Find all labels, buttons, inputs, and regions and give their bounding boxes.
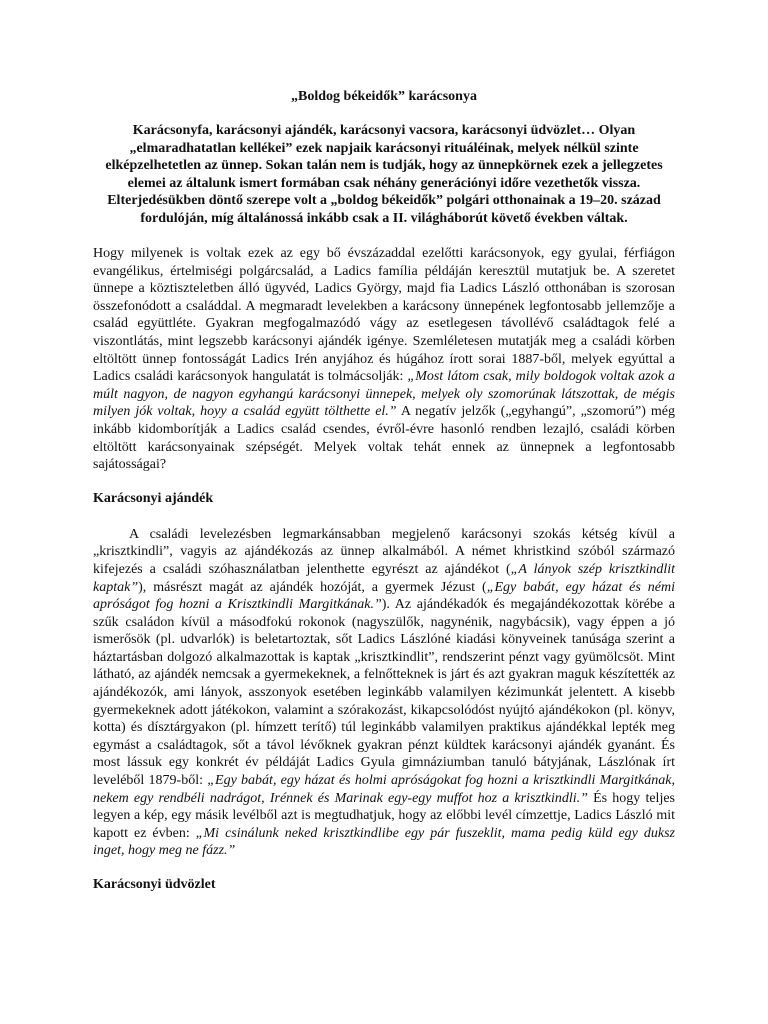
- ajandek-text-2: ), másrészt magát az ajándék hozóját, a gyermek Jézust (: [138, 579, 487, 595]
- ajandek-paragraph: [93, 526, 675, 860]
- ajandek-text-3: ). Az ajándékadók és megajándékozottak körébe a szűk családon kívül a másodfokú rokonok (nagyszülők, nagynénik, nagybácsik), vagy éppen a jó ismerősök (pl. udvarlók) is beletartoztak, sőt Ladics Lászlóné kiadási könyveinek tanúsága szerint a háztartásban dolgozó alkalmazottak is kaptak „krisztkindlit”, rendszerint pénzt vagy gyümölcsöt. Mint látható, az ajándék nemcsak a gyermekeknek, a felnőtteknek is járt és azt gyakran maguk készítették az ajándékozók, ami lányok, asszonyok esetében leginkább valamilyen kézimunkát jelentett. A kisebb gyermekeknek adott játékokon, valamint a szórakozást, kikapcsolódóst nyújtó ajándékokon (pl. könyv, kotta) és dísztárgyakon (pl. hímzett terítő) túl leginkább valamilyen praktikus ajándékkal lepték meg egymást a családtagok, sőt a távol lévőknek gyakran pénzt küldtek karácsonyi ajándék gyanánt. És most lássuk egy konkrét év példáját Ladics Gyula gimnáziumban tanuló bátyjának, Lászlónak írt leveléből 1879-ből:: [93, 597, 675, 789]
- ajandek-text-1: A családi levelezésben legmarkánsabban megjelenő karácsonyi szokás kétség kívül a „krisztkindli”, vagyis az ajándékozás az ünnep alkalmából. A német khristkind szóból származó kifejezés a családi szóhasználatban jelenthette egyrészt az ajándékot (: [93, 526, 675, 577]
- ajandek-quote-4: „Mi csinálunk neked krisztkindlibe egy pár fuszeklit, mama pedig küld egy duksz inget, hogy meg ne fázz.”: [93, 825, 675, 859]
- section-heading-udvozlet: Karácsonyi üdvözlet: [93, 877, 216, 892]
- intro-quote: „Most látom csak, mily boldogok voltak azok a múlt nagyon, de nagyon egyhangú karácsonyi ünnepek, melyek oly szomorúnak látszottak, de mégis milyen jók voltak, hoyy a család együtt tölthette el.”: [93, 369, 675, 420]
- lead-paragraph: Karácsonyfa, karácsonyi ajándék, karácsonyi vacsora, karácsonyi üdvözlet… Olyan „elmaradhatatlan kellékei” ezek napjaik karácsonyi rituáléinak, melyek nélkül szinte elképzelhetetlen az ünnep. Sokan talán nem is tudják, hogy az ünnepkörnek ezek a jellegzetes elemei az általunk ismert formában csak néhány generációnyi időre vezethetők vissza. Elterjedésükben döntő szerepe volt a „boldog békeidők” polgári otthonainak a 19–20. század fordulóján, míg általánossá inkább csak a II. világháborút követő években váltak.: [105, 123, 663, 226]
- ajandek-quote-2: „Egy babát, egy házat és némi apróságot fog hozni a Krisztkindli Margitkának.”: [93, 579, 675, 613]
- ajandek-quote-3: „Egy babát, egy házat és holmi apróságokat fog hozni a krisztkindli Margitkának, nekem egy rendbéli nadrágot, Irénnek és Marinak egy-egy muffot hoz a krisztkindli.”: [93, 773, 675, 806]
- intro-paragraph: [93, 245, 675, 474]
- section-heading-ajandek: Karácsonyi ajándék: [93, 490, 214, 506]
- intro-text-2: A negatív jelzők („egyhangú”, „szomorú”) még inkább kidomborítják a Ladics család csendes, évről-évre hasonló rendben lezajló, családi körben eltöltött karácsonyainak szépségét. Melyek voltak tehát ennek az ünnepnek a legfontosabb sajátosságai?: [93, 404, 675, 473]
- ajandek-text-4: És hogy teljes legyen a kép, egy másik levélből azt is megtudhatjuk, hogy az előbbi levél címzettje, Ladics László mit kapott ez évben:: [93, 790, 675, 841]
- document-title: „Boldog békeidők” karácsonya: [291, 89, 477, 104]
- ajandek-quote-1: „A lányok szép krisztkindlit kaptak”: [93, 561, 675, 595]
- intro-text-1: Hogy milyenek is voltak ezek az egy bő évszázaddal ezelőtti karácsonyok, egy gyulai, férfiágon evangélikus, értelmiségi polgárcsalád, a Ladics família példáján keresztül mutatjuk be. A szeretet ünnepe a köztiszteletben álló ügyvéd, Ladics György, majd fia Ladics László otthonában is szorosan összefonódott a családdal. A megmaradt levelekben a karácsony ünnepének legfontosabb jellemzője a család együttléte. Gyakran megfogalmazódó vágy az esetlegesen távollévő családtagok felé a viszontlátás, mint legszebb karácsonyi ajándék igénye. Szemléletesen mutatják meg a családi körben eltöltött ünnep fontosságát Ladics Irén anyjához és húgához írott sorai 1887-ből, melyek egyúttal a Ladics családi karácsonyok hangulatát is tolmácsolják:: [93, 246, 675, 385]
